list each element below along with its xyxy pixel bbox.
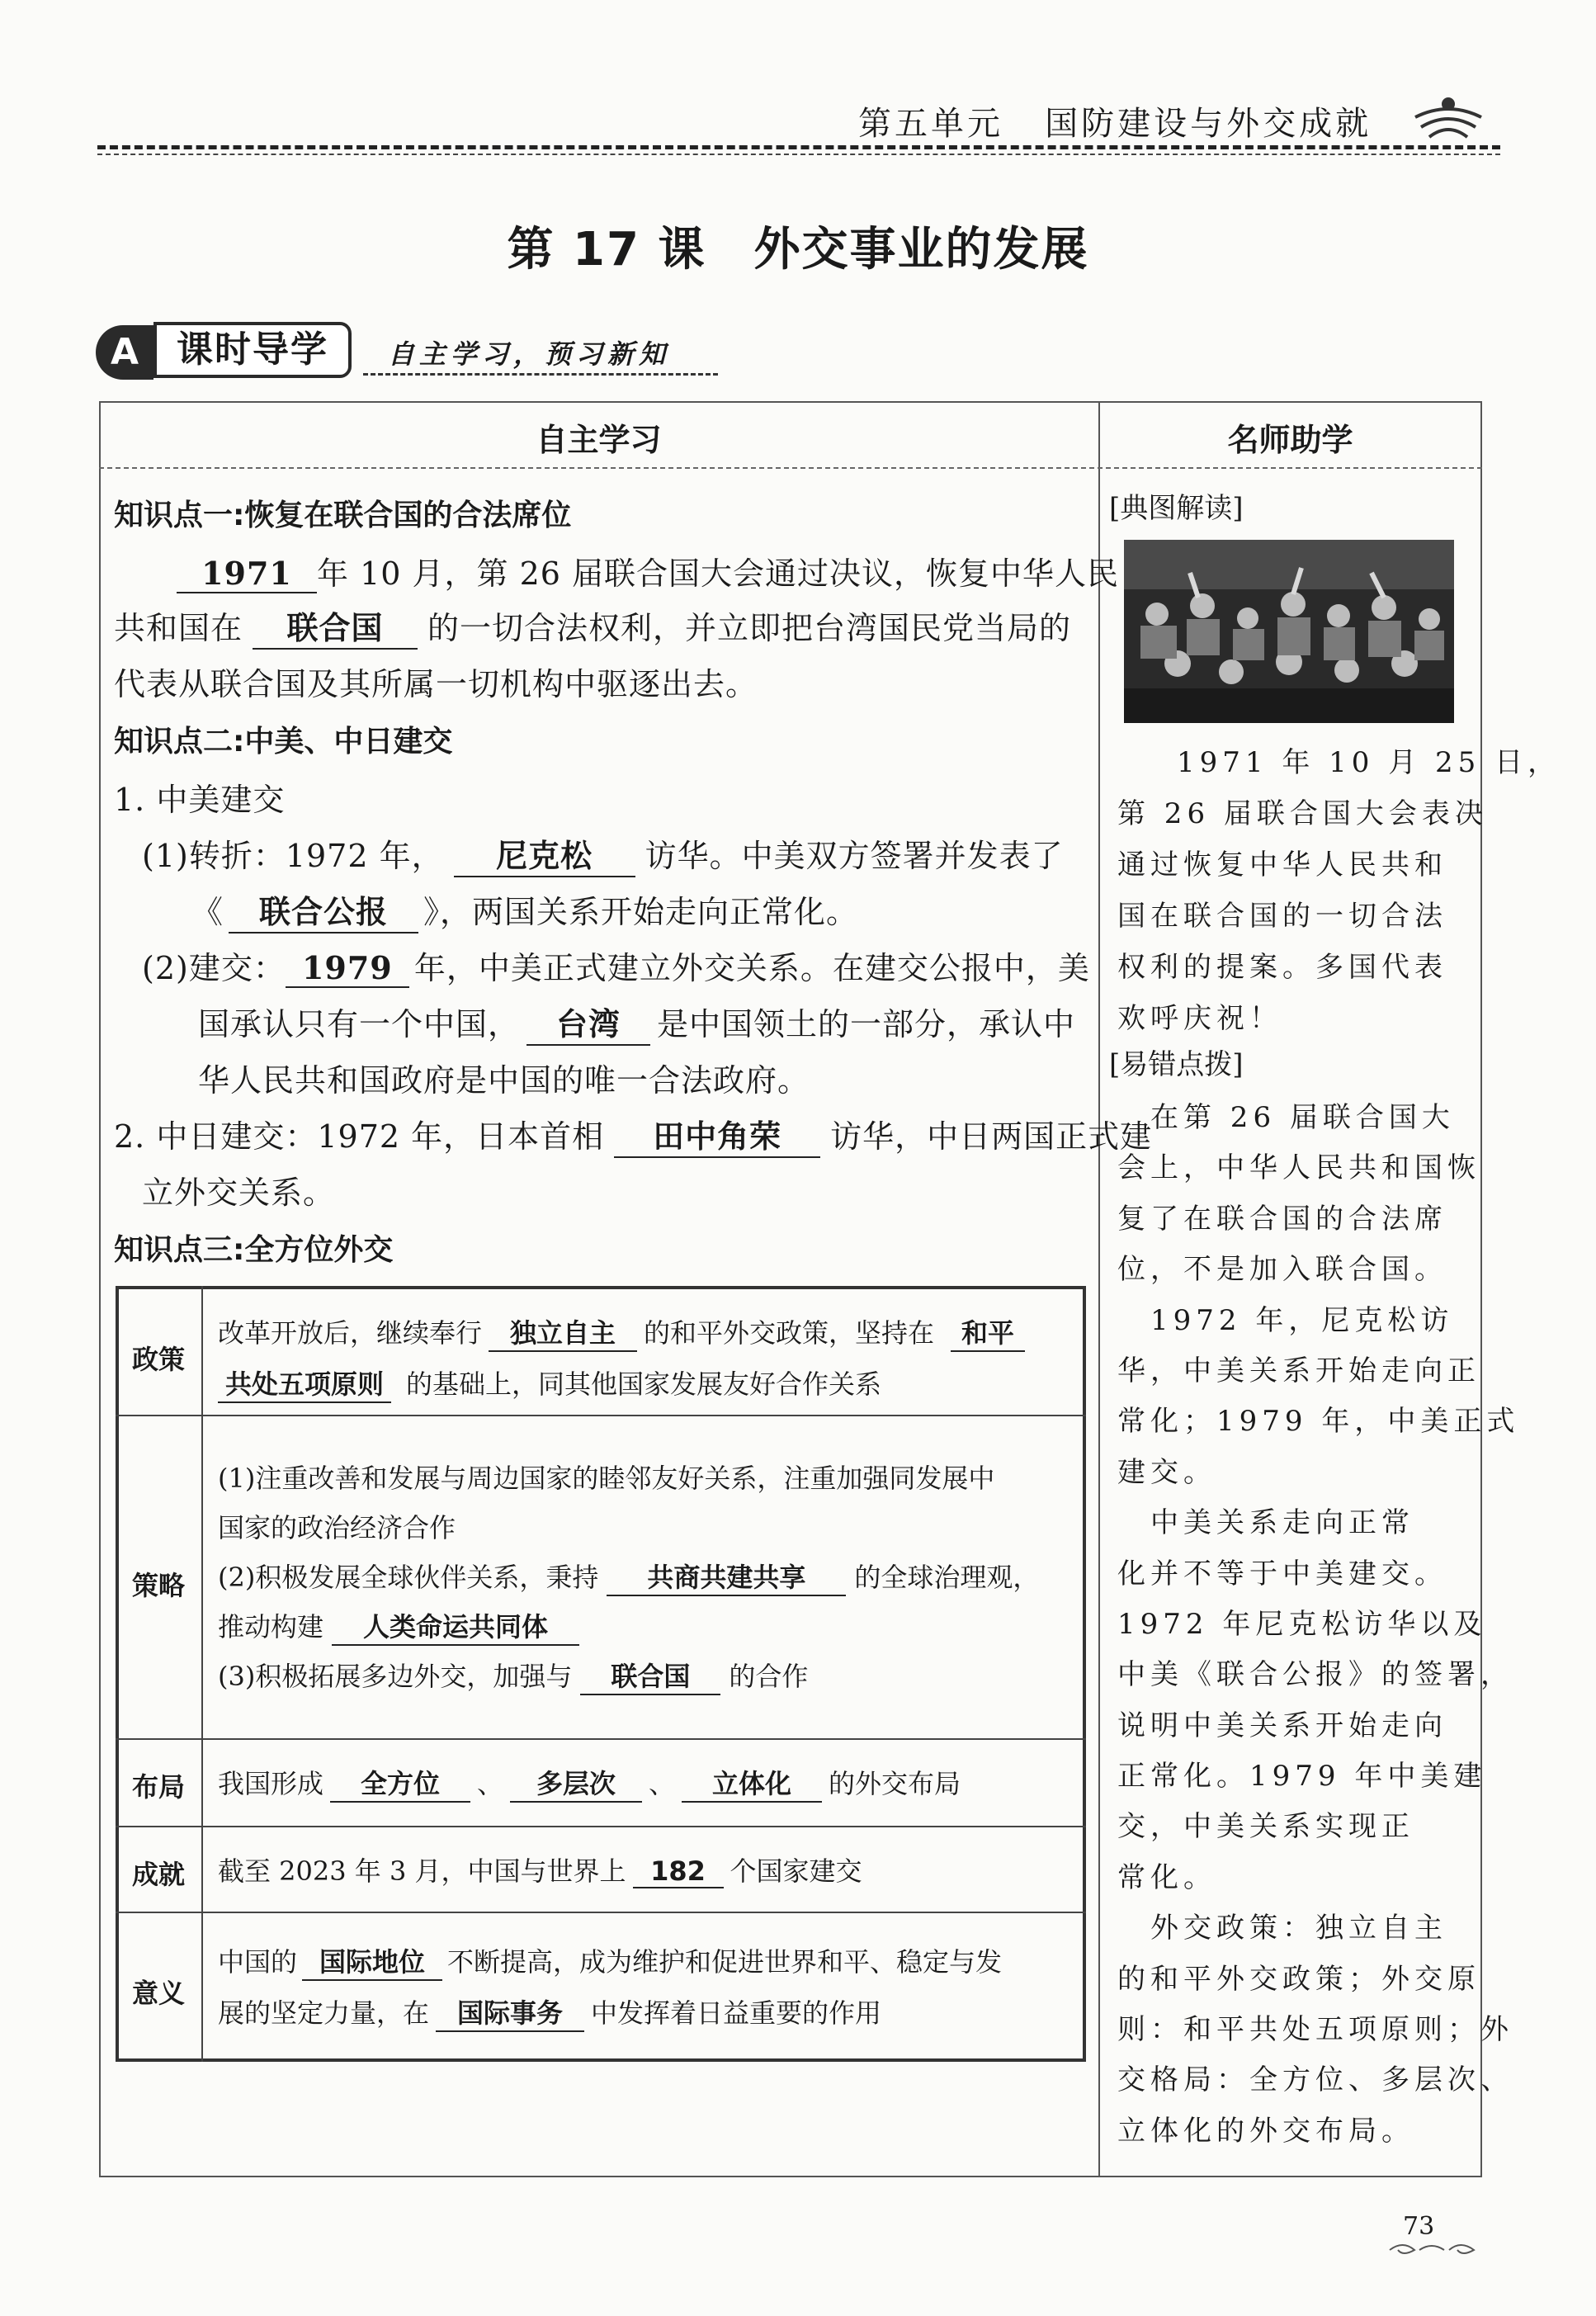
tip-line: 常化；1979 年，中美正式 bbox=[1117, 1405, 1520, 1439]
layout-sep2: 、 bbox=[649, 1768, 676, 1799]
row-label-significance: 意义 bbox=[131, 1978, 185, 2009]
column-divider bbox=[1098, 401, 1100, 2177]
kp1-line1 bbox=[177, 548, 1119, 593]
section-underline bbox=[363, 373, 718, 376]
tip-line: 1972 年尼克松访华以及 bbox=[1117, 1607, 1487, 1641]
kp1-line3: 代表从联合国及其所属一切机构中驱逐出去。 bbox=[114, 666, 758, 702]
answer-intl-status: 国际地位 bbox=[302, 1941, 442, 1981]
significance-l2-after: 中发挥着日益重要的作用 bbox=[591, 1997, 882, 2029]
tip-line: 复了在联合国的合法席 bbox=[1117, 1202, 1447, 1236]
row-label-policy: 政策 bbox=[131, 1344, 185, 1375]
strategy-s2-before: (2)积极发展全球伙伴关系，秉持 bbox=[218, 1562, 599, 1593]
tip-line: 华，中美关系开始走向正 bbox=[1117, 1354, 1480, 1387]
strategy-s2b-before: 推动构建 bbox=[218, 1611, 324, 1642]
significance-l1-before: 中国的 bbox=[218, 1946, 298, 1978]
kp1-line2-after: 的一切合法权利，并立即把台湾国民党当局的 bbox=[427, 610, 1072, 646]
right-column-header: 名师助学 bbox=[1227, 422, 1353, 458]
tip-line: 交，中美关系实现正 bbox=[1117, 1810, 1414, 1844]
tip-line: 中美关系走向正常 bbox=[1117, 1506, 1414, 1540]
answer-community: 人类命运共同体 bbox=[332, 1606, 579, 1646]
caption-line: 欢呼庆祝！ bbox=[1117, 1002, 1282, 1035]
kp2-p1 bbox=[142, 830, 1064, 877]
significance-l2-before: 展的坚定力量，在 bbox=[218, 1997, 430, 2029]
section-label: 课时导学 bbox=[153, 322, 352, 378]
strategy-s2 bbox=[218, 1557, 1039, 1596]
leaf-ornament-icon bbox=[1411, 92, 1485, 142]
policy-l1-before: 改革开放后，继续奉行 bbox=[218, 1317, 483, 1349]
kp2-p1-after: 访华。中美双方签署并发表了 bbox=[645, 838, 1064, 874]
kp2-sub1: 1. 中美建交 bbox=[114, 782, 286, 818]
kp2-sub2-before: 2. 中日建交：1972 年，日本首相 bbox=[114, 1118, 605, 1155]
strategy-s2-after: 的全球治理观， bbox=[854, 1562, 1040, 1593]
kp2-sub2b: 立外交关系。 bbox=[142, 1175, 336, 1211]
kp2-p1b-after: 》，两国关系开始走向正常化。 bbox=[423, 894, 859, 930]
layout-sep1: 、 bbox=[477, 1768, 504, 1799]
photo-caption bbox=[1117, 740, 1561, 1047]
strategy-s2b bbox=[218, 1606, 579, 1646]
unit-title: 国防建设与外交成就 bbox=[1045, 105, 1372, 143]
tip-line: 正常化。1979 年中美建 bbox=[1117, 1760, 1487, 1794]
caption-line: 1971 年 10 月 25 日， bbox=[1177, 746, 1561, 779]
kp2-p2c: 华人民共和国政府是中国的唯一合法政府。 bbox=[198, 1062, 810, 1099]
answer-intl-affairs: 国际事务 bbox=[436, 1992, 584, 2032]
kp3-heading: 知识点三:全方位外交 bbox=[114, 1233, 394, 1267]
kp1-line2 bbox=[114, 603, 1071, 650]
footer-swirl-icon bbox=[1386, 2238, 1477, 2258]
strategy-s3-before: (3)积极拓展多边外交，加强与 bbox=[218, 1661, 573, 1692]
answer-taiwan: 台湾 bbox=[526, 999, 650, 1046]
kp2-p2 bbox=[142, 943, 1090, 988]
tip-line: 化并不等于中美建交。 bbox=[1117, 1557, 1447, 1590]
tip-line: 在第 26 届联合国大 bbox=[1117, 1101, 1455, 1134]
section-letter: A bbox=[96, 325, 153, 380]
answer-tanaka: 田中角荣 bbox=[614, 1111, 820, 1158]
achievement-line bbox=[218, 1850, 862, 1888]
answer-un: 联合国 bbox=[253, 603, 418, 650]
answer-1971: 1971 bbox=[177, 555, 317, 593]
row-label-layout: 布局 bbox=[131, 1771, 185, 1803]
answer-peaceful-b: 共处五项原则 bbox=[218, 1364, 391, 1403]
tip-line: 中美《联合公报》的签署， bbox=[1117, 1658, 1513, 1692]
section-badge bbox=[96, 322, 358, 381]
answer-nixon: 尼克松 bbox=[454, 830, 635, 877]
unit-label: 第五单元 bbox=[858, 105, 1003, 143]
kp2-sub2 bbox=[114, 1111, 1152, 1158]
tip-line: 会上，中华人民共和国恢 bbox=[1117, 1151, 1480, 1185]
lesson-title: 第 17 课 外交事业的发展 bbox=[507, 223, 1089, 277]
tip-line: 交格局：全方位、多层次、 bbox=[1117, 2063, 1513, 2097]
answer-peaceful-a: 和平 bbox=[951, 1312, 1025, 1352]
tip-line: 的和平外交政策；外交原 bbox=[1117, 1962, 1480, 1996]
achievement-before: 截至 2023 年 3 月，中国与世界上 bbox=[218, 1855, 626, 1887]
kp2-sub2-after: 访华，中日两国正式建 bbox=[830, 1118, 1153, 1155]
policy-l1-mid: 的和平外交政策，坚持在 bbox=[644, 1317, 935, 1349]
answer-multi-level: 多层次 bbox=[510, 1763, 642, 1803]
achievement-after: 个国家建交 bbox=[730, 1855, 862, 1887]
header-rule-thin bbox=[97, 154, 1500, 155]
row-label-strategy: 策略 bbox=[131, 1570, 185, 1601]
policy-l2-after: 的基础上，同其他国家发展友好合作关系 bbox=[406, 1368, 882, 1400]
sidebar-heading-image: [典图解读] bbox=[1109, 492, 1244, 525]
significance-l1-after: 不断提高，成为维护和促进世界和平、稳定与发 bbox=[447, 1946, 1003, 1978]
answer-independent: 独立自主 bbox=[489, 1312, 637, 1352]
layout-before: 我国形成 bbox=[218, 1768, 324, 1799]
kp1-line1-text: 年 10 月，第 26 届联合国大会通过决议，恢复中华人民 bbox=[317, 555, 1120, 592]
strategy-s3-after: 的合作 bbox=[729, 1661, 809, 1692]
sidebar-heading-tips: [易错点拨] bbox=[1109, 1048, 1244, 1081]
row-divider bbox=[116, 1826, 1086, 1827]
caption-line: 权利的提案。多国代表 bbox=[1117, 951, 1447, 984]
tip-line: 外交政策：独立自主 bbox=[1117, 1912, 1447, 1945]
answer-1979: 1979 bbox=[286, 949, 409, 988]
significance-line1 bbox=[218, 1941, 1002, 1981]
section-subtitle: 自主学习，预习新知 bbox=[388, 338, 671, 370]
header-rule bbox=[97, 145, 1500, 149]
strategy-s3 bbox=[218, 1656, 808, 1695]
running-header bbox=[858, 97, 1372, 144]
answer-182: 182 bbox=[633, 1855, 724, 1888]
caption-line: 通过恢复中华人民共和 bbox=[1117, 848, 1447, 881]
caption-line: 国在联合国的一切合法 bbox=[1117, 900, 1447, 933]
left-column-header: 自主学习 bbox=[536, 422, 662, 458]
tip-line: 说明中美关系开始走向 bbox=[1117, 1709, 1447, 1742]
tip-line: 位，不是加入联合国。 bbox=[1117, 1253, 1447, 1287]
row-divider bbox=[116, 1738, 1086, 1740]
tip-line: 建交。 bbox=[1117, 1455, 1216, 1489]
answer-communique: 联合公报 bbox=[229, 886, 418, 933]
tip-line: 则：和平共处五项原则；外 bbox=[1117, 2013, 1513, 2047]
tip-line: 立体化的外交布局。 bbox=[1117, 2114, 1414, 2148]
strategy-s1b: 国家的政治经济合作 bbox=[218, 1512, 456, 1543]
kp1-line2-before: 共和国在 bbox=[114, 610, 243, 646]
row-label-achievement: 成就 bbox=[131, 1859, 185, 1890]
kp2-p2b-before: 国承认只有一个中国， bbox=[198, 1006, 521, 1042]
diplomacy-table-divider bbox=[201, 1286, 203, 2062]
significance-line2 bbox=[218, 1992, 881, 2032]
policy-line1 bbox=[218, 1312, 1025, 1352]
row-divider bbox=[116, 1415, 1086, 1416]
row-divider bbox=[116, 1912, 1086, 1913]
strategy-s1a: (1)注重改善和发展与周边国家的睦邻友好关系，注重加强同发展中 bbox=[218, 1463, 995, 1494]
kp2-p2b bbox=[198, 999, 1075, 1046]
answer-un-2: 联合国 bbox=[580, 1656, 720, 1695]
kp2-p1b bbox=[191, 886, 858, 933]
answer-three-dimensional: 立体化 bbox=[682, 1763, 822, 1803]
caption-line: 第 26 届联合国大会表决 bbox=[1117, 797, 1488, 830]
tip-line: 1972 年，尼克松访 bbox=[1117, 1303, 1454, 1337]
answer-all-round: 全方位 bbox=[330, 1763, 470, 1803]
kp2-p1b-before: 《 bbox=[191, 894, 224, 930]
kp2-p2-after: 年，中美正式建立外交关系。在建交公报中，美 bbox=[413, 950, 1090, 986]
answer-governance: 共商共建共享 bbox=[607, 1557, 846, 1596]
kp2-heading: 知识点二:中美、中日建交 bbox=[114, 725, 453, 759]
tip-line: 常化。 bbox=[1117, 1860, 1216, 1894]
kp1-heading: 知识点一:恢复在联合国的合法席位 bbox=[114, 499, 572, 532]
policy-line2 bbox=[218, 1364, 881, 1403]
layout-after: 的外交布局 bbox=[829, 1768, 961, 1799]
un-assembly-photo bbox=[1124, 540, 1454, 723]
kp2-p2-before: (2)建交： bbox=[142, 950, 286, 986]
page-number: 73 bbox=[1403, 2212, 1435, 2241]
tips-block bbox=[1117, 1094, 1519, 2158]
kp2-p1-before: (1)转折：1972 年， bbox=[142, 838, 444, 874]
header-divider bbox=[99, 467, 1482, 469]
layout-line bbox=[218, 1763, 961, 1803]
kp2-p2b-after: 是中国领土的一部分，承认中 bbox=[657, 1006, 1076, 1042]
